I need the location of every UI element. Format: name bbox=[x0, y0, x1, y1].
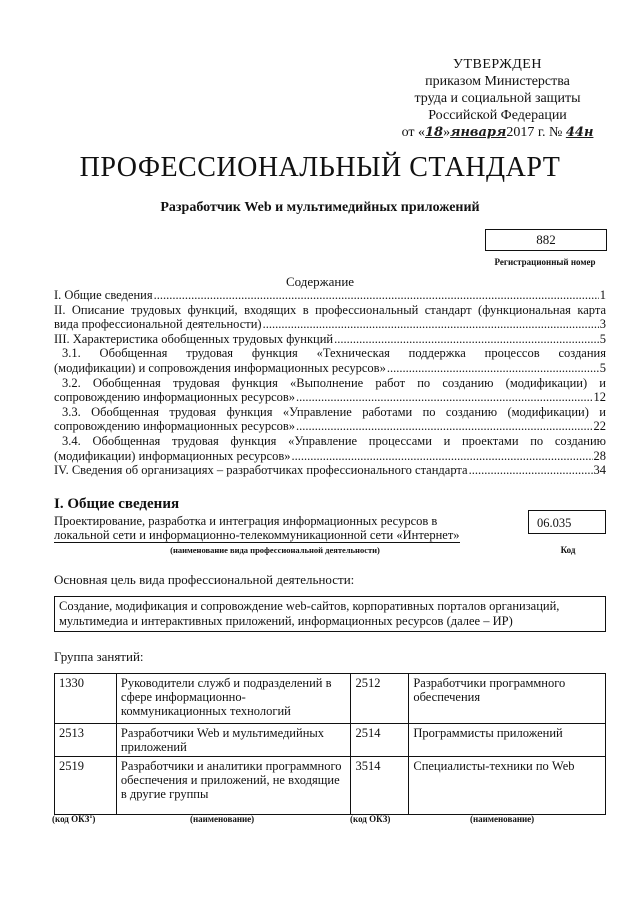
occupation-name: Руководители служб и подразделений в сфере информационно-коммуникационных технологий bbox=[116, 674, 351, 724]
toc-item[interactable] bbox=[54, 390, 606, 405]
occupation-name-caption: (наименование) bbox=[190, 814, 255, 824]
toc-page: 28 bbox=[593, 448, 606, 463]
toc-leader bbox=[154, 288, 599, 303]
section-title: I. Общие сведения bbox=[54, 496, 180, 512]
toc-item[interactable] bbox=[54, 332, 606, 347]
approval-title: УТВЕРЖДЕН bbox=[453, 57, 542, 72]
table-row bbox=[55, 757, 606, 815]
table-row bbox=[55, 724, 606, 757]
occupation-group-label: Группа занятий: bbox=[54, 649, 144, 664]
approval-block bbox=[390, 56, 605, 141]
activity-kind-caption: (наименование вида профессиональной деятельности) bbox=[170, 545, 380, 555]
toc-item-text: сопровождению информационных ресурсов» bbox=[54, 419, 296, 434]
footnote-mark: 1 bbox=[89, 814, 93, 820]
goal-label: Основная цель вида профессиональной деятельности: bbox=[54, 572, 355, 587]
toc-item-text: (модификации) информационных ресурсов» bbox=[54, 448, 291, 463]
approval-date-line bbox=[390, 124, 605, 141]
toc-item-text: IV. Сведения об организациях – разработчиках профессионального стандарта bbox=[54, 463, 468, 478]
table-row bbox=[55, 674, 606, 724]
toc-page: 34 bbox=[593, 463, 606, 478]
activity-kind bbox=[54, 514, 474, 543]
occupation-name: Разработчики Web и мультимедийных приложений bbox=[116, 724, 351, 757]
occupation-name: Специалисты-техники по Web bbox=[409, 757, 606, 815]
toc-leader bbox=[296, 419, 592, 434]
date-mid: » bbox=[443, 125, 451, 140]
okz-code: 2512 bbox=[351, 674, 409, 724]
toc-leader bbox=[263, 317, 599, 332]
toc-page: 5 bbox=[599, 360, 606, 375]
approval-line-1: приказом Министерства bbox=[425, 74, 570, 89]
toc-page: 3 bbox=[599, 317, 606, 332]
date-year: 2017 г. № bbox=[506, 125, 563, 140]
occupation-name: Разработчики программного обеспечения bbox=[409, 674, 606, 724]
occupation-name-caption: (наименование) bbox=[470, 814, 535, 824]
date-prefix: от « bbox=[401, 125, 425, 140]
toc-item-text: III. Характеристика обобщенных трудовых функций bbox=[54, 331, 334, 346]
okz-code: 3514 bbox=[351, 757, 409, 815]
occupation-table bbox=[54, 673, 606, 815]
toc-item[interactable] bbox=[54, 317, 606, 332]
table-of-contents bbox=[54, 288, 606, 478]
toc-leader bbox=[291, 449, 592, 464]
occupation-name: Разработчики и аналитики программного обеспечения и приложений, не входящие в другие группы bbox=[116, 757, 351, 815]
toc-item-text: I. Общие сведения bbox=[54, 288, 153, 302]
registration-number: 882 bbox=[485, 229, 607, 251]
document-title: ПРОФЕССИОНАЛЬНЫЙ СТАНДАРТ bbox=[79, 152, 561, 183]
toc-item[interactable] bbox=[54, 288, 606, 303]
toc-page: 22 bbox=[593, 419, 606, 434]
toc-item[interactable] bbox=[54, 419, 606, 434]
goal-line: Создание, модификация и сопровождение web-сайтов, корпоративных порталов организаций, bbox=[59, 599, 560, 613]
approval-line-2: труда и социальной защиты bbox=[414, 91, 581, 106]
toc-heading: Содержание bbox=[285, 274, 355, 289]
toc-leader bbox=[469, 463, 593, 478]
registration-label: Регистрационный номер bbox=[494, 257, 596, 267]
toc-page: 1 bbox=[599, 288, 606, 302]
occupation-name: Программисты приложений bbox=[409, 724, 606, 757]
toc-item[interactable] bbox=[54, 449, 606, 464]
order-number: 44н bbox=[565, 125, 594, 140]
toc-item-text: сопровождению информационных ресурсов» bbox=[54, 390, 296, 405]
caption-text: ) bbox=[92, 814, 96, 824]
activity-code: 06.035 bbox=[528, 510, 606, 534]
approval-line-3: Российской Федерации bbox=[428, 108, 567, 123]
okz-code-caption: (код ОКЗ) bbox=[350, 814, 391, 824]
activity-kind-line: локальной сети и информационно-телекоммуникационной сети «Интернет» bbox=[54, 528, 460, 542]
toc-item-line[interactable]: 3.2. Обобщенная трудовая функция «Выполнение работ по созданию (модификации) и bbox=[62, 375, 606, 390]
date-month: января bbox=[450, 125, 507, 140]
toc-item[interactable] bbox=[54, 463, 606, 478]
toc-item-line[interactable]: 3.3. Обобщенная трудовая функция «Управление работами по созданию (модификации) и bbox=[62, 404, 606, 419]
toc-leader bbox=[296, 390, 592, 405]
okz-code: 2513 bbox=[55, 724, 117, 757]
okz-code: 2519 bbox=[55, 757, 117, 815]
toc-item-line[interactable]: II. Описание трудовых функций, входящих в профессиональный стандарт (функциональная карта bbox=[54, 302, 606, 317]
toc-item[interactable] bbox=[54, 361, 606, 376]
toc-item-line[interactable]: 3.1. Обобщенная трудовая функция «Техническая поддержка процессов создания bbox=[62, 346, 606, 361]
toc-leader bbox=[334, 332, 599, 347]
toc-page: 5 bbox=[599, 331, 606, 346]
okz-code: 2514 bbox=[351, 724, 409, 757]
activity-kind-line: Проектирование, разработка и интеграция информационных ресурсов в bbox=[54, 514, 438, 528]
goal-box bbox=[54, 596, 606, 632]
caption-text: (код ОКЗ bbox=[52, 814, 90, 824]
toc-leader bbox=[387, 361, 599, 376]
okz-code: 1330 bbox=[55, 674, 117, 724]
document-subtitle: Разработчик Web и мультимедийных приложений bbox=[160, 200, 480, 215]
goal-line: мультимедиа и интерактивных приложений, информационных ресурсов (далее – ИР) bbox=[59, 614, 513, 628]
toc-page: 12 bbox=[593, 390, 606, 405]
activity-code-caption: Код bbox=[560, 545, 576, 555]
date-day: 18 bbox=[425, 125, 444, 140]
toc-item-text: (модификации) и сопровождения информационных ресурсов» bbox=[54, 360, 386, 375]
toc-item-text: вида профессиональной деятельности) bbox=[54, 317, 262, 332]
toc-item-line[interactable]: 3.4. Обобщенная трудовая функция «Управление процессами и проектами по созданию bbox=[62, 433, 606, 448]
okz-code-caption bbox=[52, 814, 95, 824]
